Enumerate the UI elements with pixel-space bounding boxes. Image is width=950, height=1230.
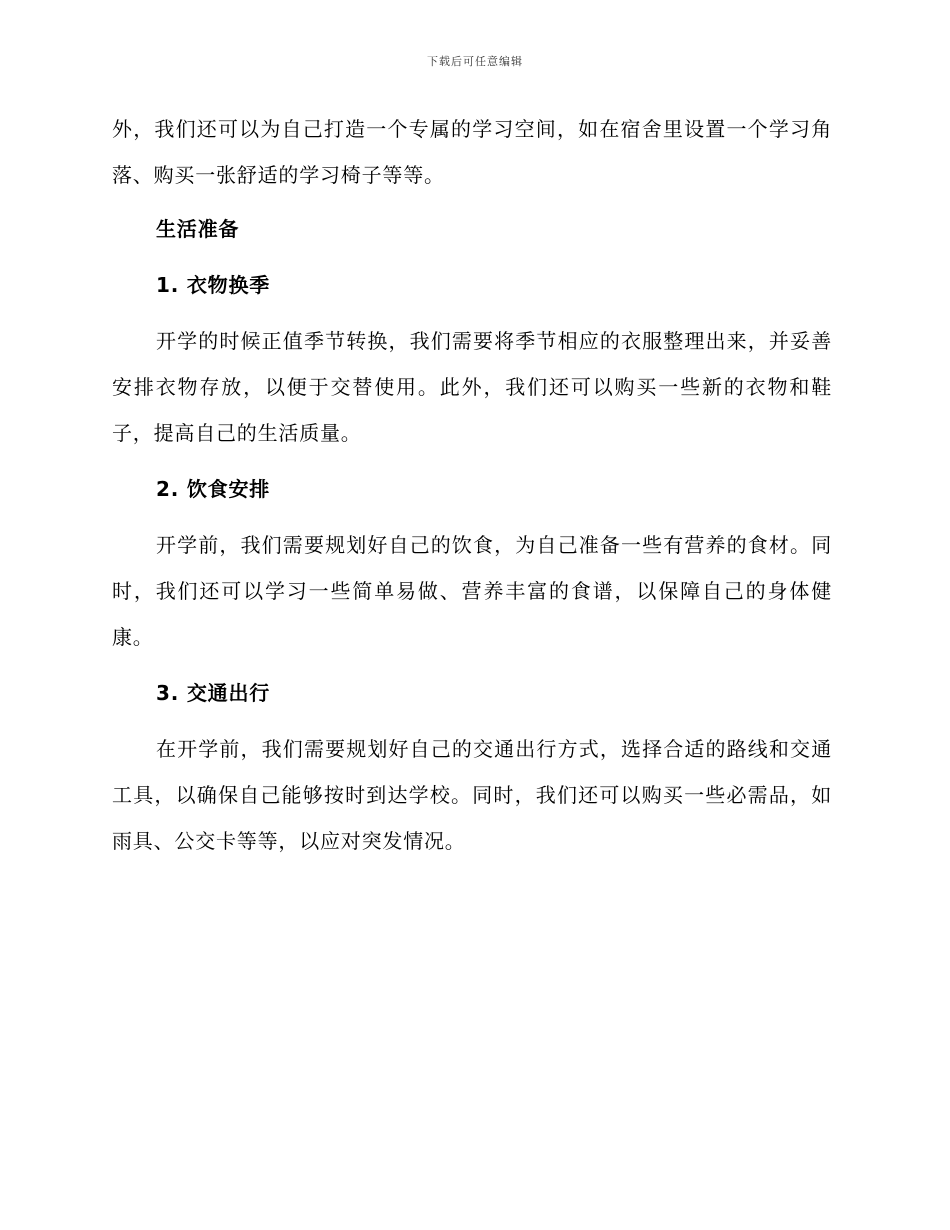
document-body (112, 106, 832, 864)
item-body-diet: 开学前，我们需要规划好自己的饮食，为自己准备一些有营养的食材。同时，我们还可以学习一些简单易做、营养丰富的食谱，以保障自己的身体健康。 (112, 533, 832, 649)
item-title-transport: 3. 交通出行 (156, 681, 271, 705)
item-body-clothing: 开学的时候正值季节转换，我们需要将季节相应的衣服整理出来，并妥善安排衣物存放，以便于交替使用。此外，我们还可以购买一些新的衣物和鞋子，提高自己的生活质量。 (112, 329, 832, 445)
intro-paragraph: 外，我们还可以为自己打造一个专属的学习空间，如在宿舍里设置一个学习角落、购买一张舒适的学习椅子等等。 (112, 117, 832, 187)
item-body-transport: 在开学前，我们需要规划好自己的交通出行方式，选择合适的路线和交通工具，以确保自己能够按时到达学校。同时，我们还可以购买一些必需品，如雨具、公交卡等等，以应对突发情况。 (112, 737, 832, 853)
page-header: 下载后可任意编辑 (427, 55, 523, 68)
item-title-diet: 2. 饮食安排 (156, 477, 271, 501)
item-title-clothing: 1. 衣物换季 (156, 273, 271, 297)
section-title: 生活准备 (156, 217, 240, 241)
